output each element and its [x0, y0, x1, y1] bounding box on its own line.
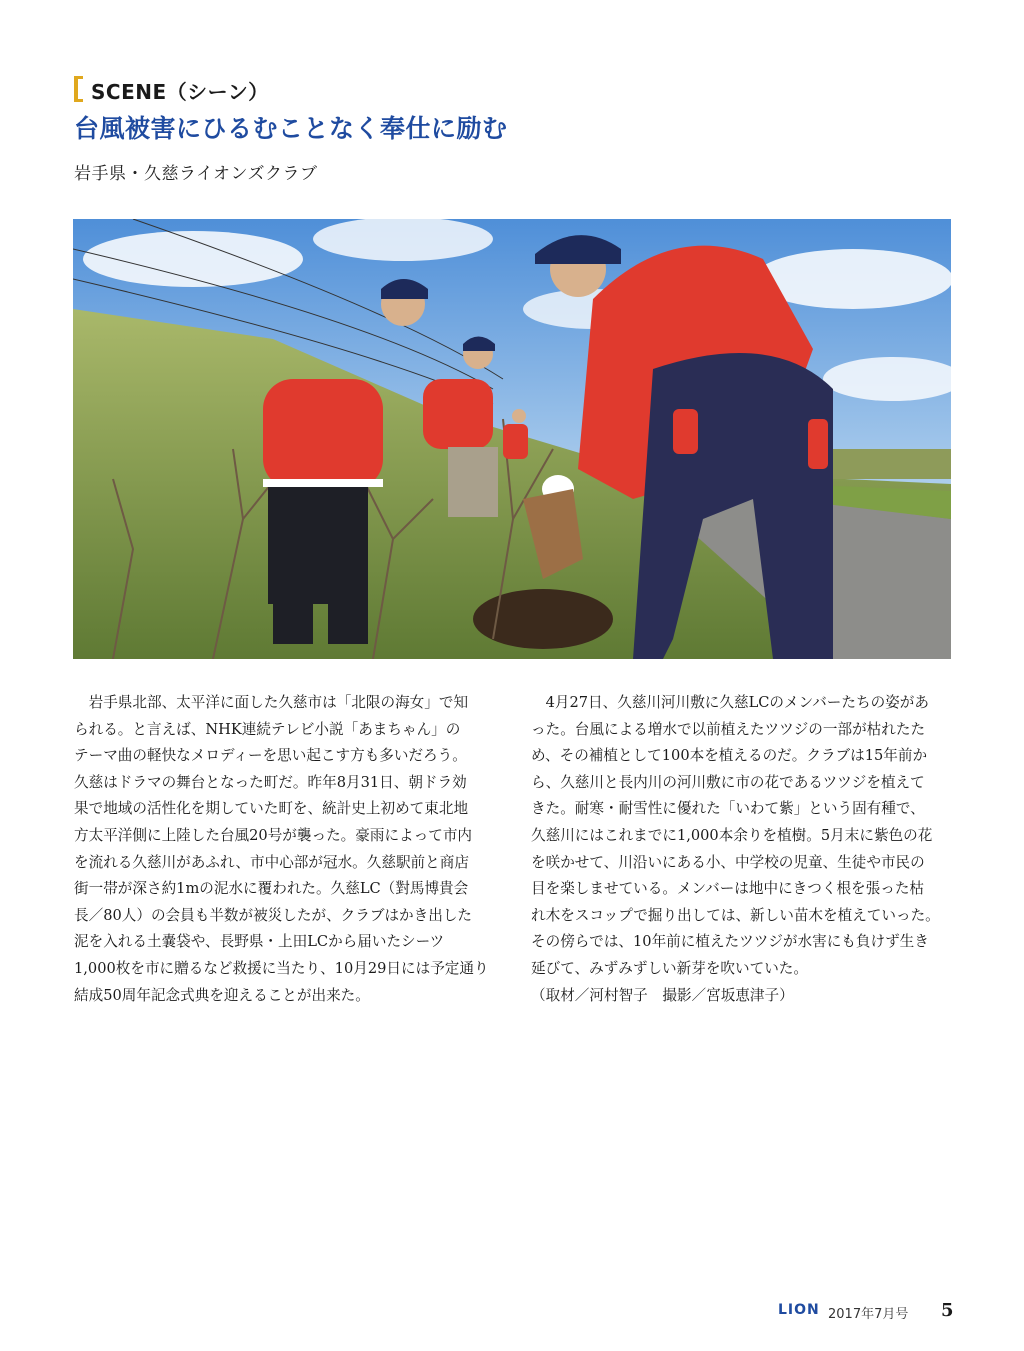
article-column-right: [531, 690, 951, 1009]
magazine-brand: LION: [778, 1302, 820, 1318]
article-body-right: 4月27日、久慈川河川敷に久慈LCのメンバーたちの姿があ った。台風による増水で以前植えたツツジの一部が枯れたた め、その補植として100本を植えるのだ。クラブは15年前か ら、久慈川と長内川の河川敷に市の花であるツツジを植えて きた。耐寒・耐雪性に優れた「いわて紫」という固有種で、 久慈川にはこれまでに1,000本余りを植樹。5月末に紫色の花 を咲かせて、川沿いにある小、中学校の児童、生徒や市民の 目を楽しませている。メンバーは地中にきつく根を張った枯 れ木をスコップで掘り出しては、新しい苗木を植えていった。 その傍らでは、10年前に植えたツツジが水害にも負けず生き 延びて、みずみずしい新芽を吹いていた。: [531, 694, 940, 977]
page-footer: [0, 1300, 1024, 1330]
article-column-left: [74, 690, 494, 1009]
photo-credit: （取材／河村智子 撮影／宮坂恵津子）: [531, 986, 794, 1004]
article-body-left: 岩手県北部、太平洋に面した久慈市は「北限の海女」で知 られる。と言えば、NHK連続テレビ小説「あまちゃん」の テーマ曲の軽快なメロディーを思い起こす方も多いだろう。 久慈はドラマの舞台となった町だ。昨年8月31日、朝ドラ効 果で地域の活性化を期していた町を、統計史上初めて東北地 方太平洋側に上陸した台風20号が襲った。豪雨によって市内 を流れる久慈川があふれ、市中心部が冠水。久慈駅前と商店 街一帯が深さ約1mの泥水に覆われた。久慈LC（對馬博貴会 長／80人）の会員も半数が被災したが、クラブはかき出した 泥を入れる土嚢袋や、長野県・上田LCから届いたシーツ 1,000枚を市に贈るなど救援に当たり、10月29日には予定通り 結成50周年記念式典を迎えることが出来た。: [74, 694, 489, 1004]
article-photo: [73, 219, 951, 659]
issue-date: 2017年7月号: [828, 1307, 909, 1322]
section-label: SCENE（シーン）: [91, 80, 269, 104]
club-name: 岩手県・久慈ライオンズクラブ: [74, 164, 318, 184]
page-number: 5: [941, 1300, 954, 1321]
section-bracket-icon: [74, 76, 79, 102]
article-headline: 台風被害にひるむことなく奉仕に励む: [74, 114, 508, 143]
